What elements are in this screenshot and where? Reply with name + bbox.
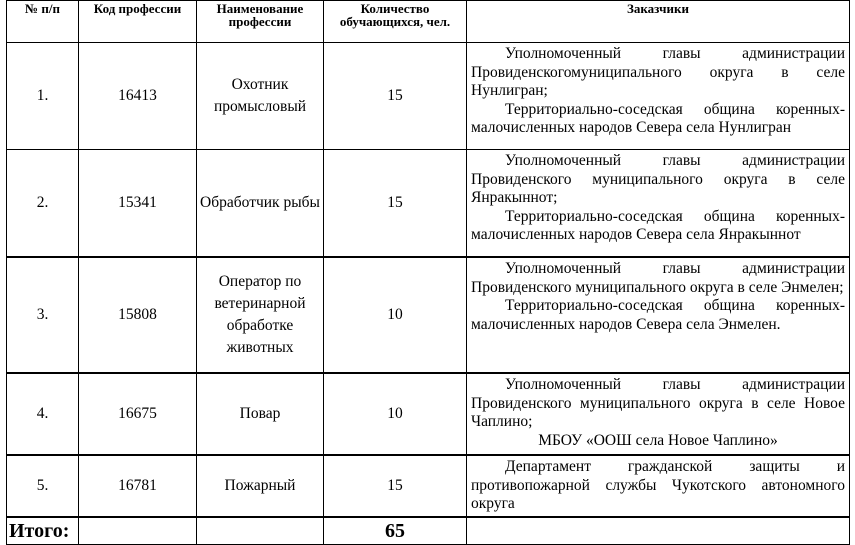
row-code: 15808 bbox=[79, 257, 197, 373]
customer-text: Территориально-соседская община коренных-малочисленных народов Севера села Нунлигран bbox=[471, 100, 845, 136]
row-num: 5. bbox=[7, 455, 79, 517]
header-count: Количество обучающихся, чел. bbox=[324, 1, 467, 43]
customer-text: Территориально-соседская община коренных-малочисленных народов Севера села Янракыннот bbox=[471, 207, 845, 243]
row-num: 2. bbox=[7, 150, 79, 258]
row-profession: Оператор по ветеринарной обработке животных bbox=[197, 257, 324, 373]
total-row bbox=[7, 517, 850, 545]
header-row bbox=[7, 1, 850, 43]
row-num: 3. bbox=[7, 257, 79, 373]
row-count: 15 bbox=[324, 43, 467, 150]
row-count: 15 bbox=[324, 150, 467, 258]
customer-text: Уполномоченный главы администрации Провиденского муниципального округа в селе Энмелен; bbox=[471, 260, 845, 296]
row-customers bbox=[467, 455, 850, 517]
total-empty-name bbox=[197, 517, 324, 545]
header-code: Код профессии bbox=[79, 1, 197, 43]
table-row bbox=[7, 150, 850, 258]
row-num: 4. bbox=[7, 373, 79, 455]
row-profession: Обработчик рыбы bbox=[197, 150, 324, 258]
customer-text: Территориально-соседская община коренных-малочисленных народов Севера села Энмелен. bbox=[471, 297, 845, 333]
row-num: 1. bbox=[7, 43, 79, 150]
table-row bbox=[7, 373, 850, 455]
row-profession: Пожарный bbox=[197, 455, 324, 517]
row-customers bbox=[467, 373, 850, 455]
row-code: 15341 bbox=[79, 150, 197, 258]
total-empty-code bbox=[79, 517, 197, 545]
row-profession: Повар bbox=[197, 373, 324, 455]
row-code: 16413 bbox=[79, 43, 197, 150]
professions-table bbox=[6, 0, 850, 545]
row-code: 16675 bbox=[79, 373, 197, 455]
customer-text: Департамент гражданской защиты и противопожарной службы Чукотского автономного округа bbox=[471, 458, 845, 512]
row-customers bbox=[467, 43, 850, 150]
row-customers bbox=[467, 150, 850, 258]
total-count: 65 bbox=[324, 517, 467, 545]
table-row bbox=[7, 257, 850, 373]
table-row bbox=[7, 43, 850, 150]
total-empty-customers bbox=[467, 517, 850, 545]
header-num: № п/п bbox=[7, 1, 79, 43]
customer-text: Уполномоченный главы администрации Провиденскогомуниципального округа в селе Нунлигран; bbox=[471, 45, 845, 99]
row-count: 15 bbox=[324, 455, 467, 517]
row-code: 16781 bbox=[79, 455, 197, 517]
row-count: 10 bbox=[324, 257, 467, 373]
row-count: 10 bbox=[324, 373, 467, 455]
header-name: Наименование профессии bbox=[197, 1, 324, 43]
customer-text: МБОУ «ООШ села Новое Чаплино» bbox=[538, 431, 778, 449]
customer-text: Уполномоченный главы администрации Провиденского муниципального округа в селе Новое Чаплино; bbox=[471, 376, 845, 430]
customer-text: Уполномоченный главы администрации Провиденского муниципального округа в селе Янракыннот; bbox=[471, 152, 845, 206]
row-profession: Охотник промысловый bbox=[197, 43, 324, 150]
header-customers: Заказчики bbox=[467, 1, 850, 43]
total-label: Итого: bbox=[7, 517, 79, 545]
table-row bbox=[7, 455, 850, 517]
row-customers bbox=[467, 257, 850, 373]
